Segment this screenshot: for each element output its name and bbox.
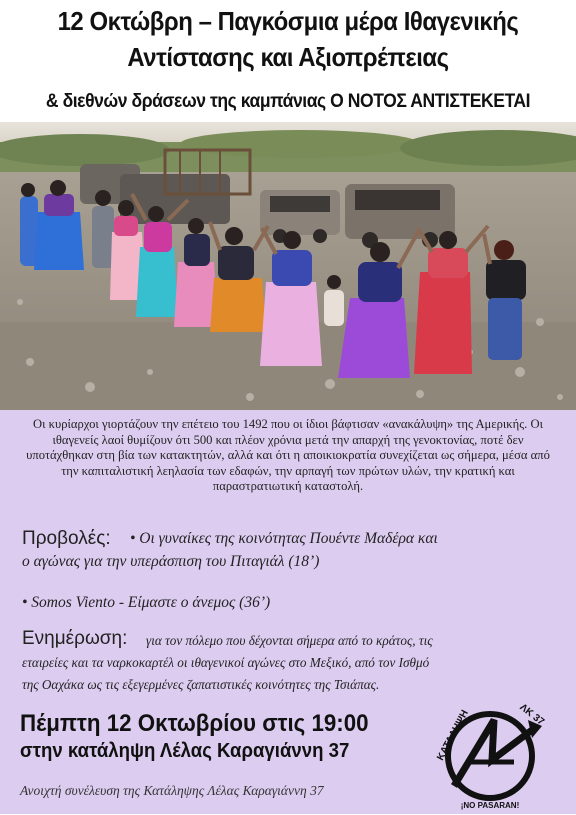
anarchy-lightning-icon xyxy=(432,698,548,810)
logo-left-text: ΚΑΤΑΛΗΨΗ xyxy=(435,708,471,763)
logo-bottom-text: ¡NO PASARAN! xyxy=(460,801,520,810)
info-line-3: της Οαχάκα ως τις εξεγερμένες ζαπατιστικές κοινότητες της Τσιάπας. xyxy=(22,677,380,692)
info-label: Ενημέρωση: xyxy=(22,628,128,649)
title-line-2: Αντίστασης και Αξιοπρέπειας xyxy=(127,42,449,72)
title-line-1: 12 Οκτώβρη – Παγκόσμια μέρα Ιθαγενικής xyxy=(57,6,519,36)
assembly-note: Ανοιχτή συνέλευση της Κατάληψης Λέλας Καραγιάννη 37 xyxy=(20,783,324,798)
photo-illustration xyxy=(0,122,576,410)
event-place: στην κατάληψη Λέλας Καραγιάννη 37 xyxy=(20,740,350,762)
info-line-2: εταιρείες και τα ναρκοκαρτέλ οι ιθαγενικοί αγώνες στο Μεξικό, από τον Ισθμό xyxy=(22,655,430,670)
header xyxy=(0,0,576,120)
squat-logo xyxy=(432,698,548,810)
screening-1-line-1: • Οι γυναίκες της κοινότητας Πουέντε Μαδέρα και xyxy=(130,530,438,547)
subtitle: & διεθνών δράσεων της καμπάνιας Ο ΝΟΤΟΣ ΑΝΤΙΣΤΕΚΕΤΑΙ xyxy=(45,90,531,112)
protest-photo xyxy=(0,122,576,410)
screening-2: • Somos Viento - Είμαστε ο άνεμος (36’) xyxy=(22,594,271,611)
screening-1-line-2: ο αγώνας για την υπεράσπιση του Πιταγιάλ (18’) xyxy=(22,553,320,570)
event-date: Πέμπτη 12 Οκτωβρίου στις 19:00 xyxy=(20,710,369,737)
screenings-label: Προβολές: xyxy=(22,528,111,549)
intro-paragraph: Οι κυρίαρχοι γιορτάζουν την επέτειο του 1492 που οι ίδιοι βάφτισαν «ανακάλυψη» της Αμερικής. Οι ιθαγενείς λαοί θυμίζουν ότι 500 και πλέον χρόνια μετά την απαρχή της γενοκτονίας, ποτέ δεν υποτάχθηκαν στη βία των κατακτητών, αλλά και ότι η αποικιοκρατία συνεχίζεται ως σήμερα, μέσα από την καπιταλιστική λεηλασία των εδαφών, την αρπαγή των πρώτων υλών, την κρατική και παραστρατιωτική καταστολή. xyxy=(26,417,550,494)
info-line-1: για τον πόλεμο που δέχονται σήμερα από το κράτος, τις xyxy=(146,633,433,648)
logo-right-text: ΛΚ 37 xyxy=(517,702,547,728)
